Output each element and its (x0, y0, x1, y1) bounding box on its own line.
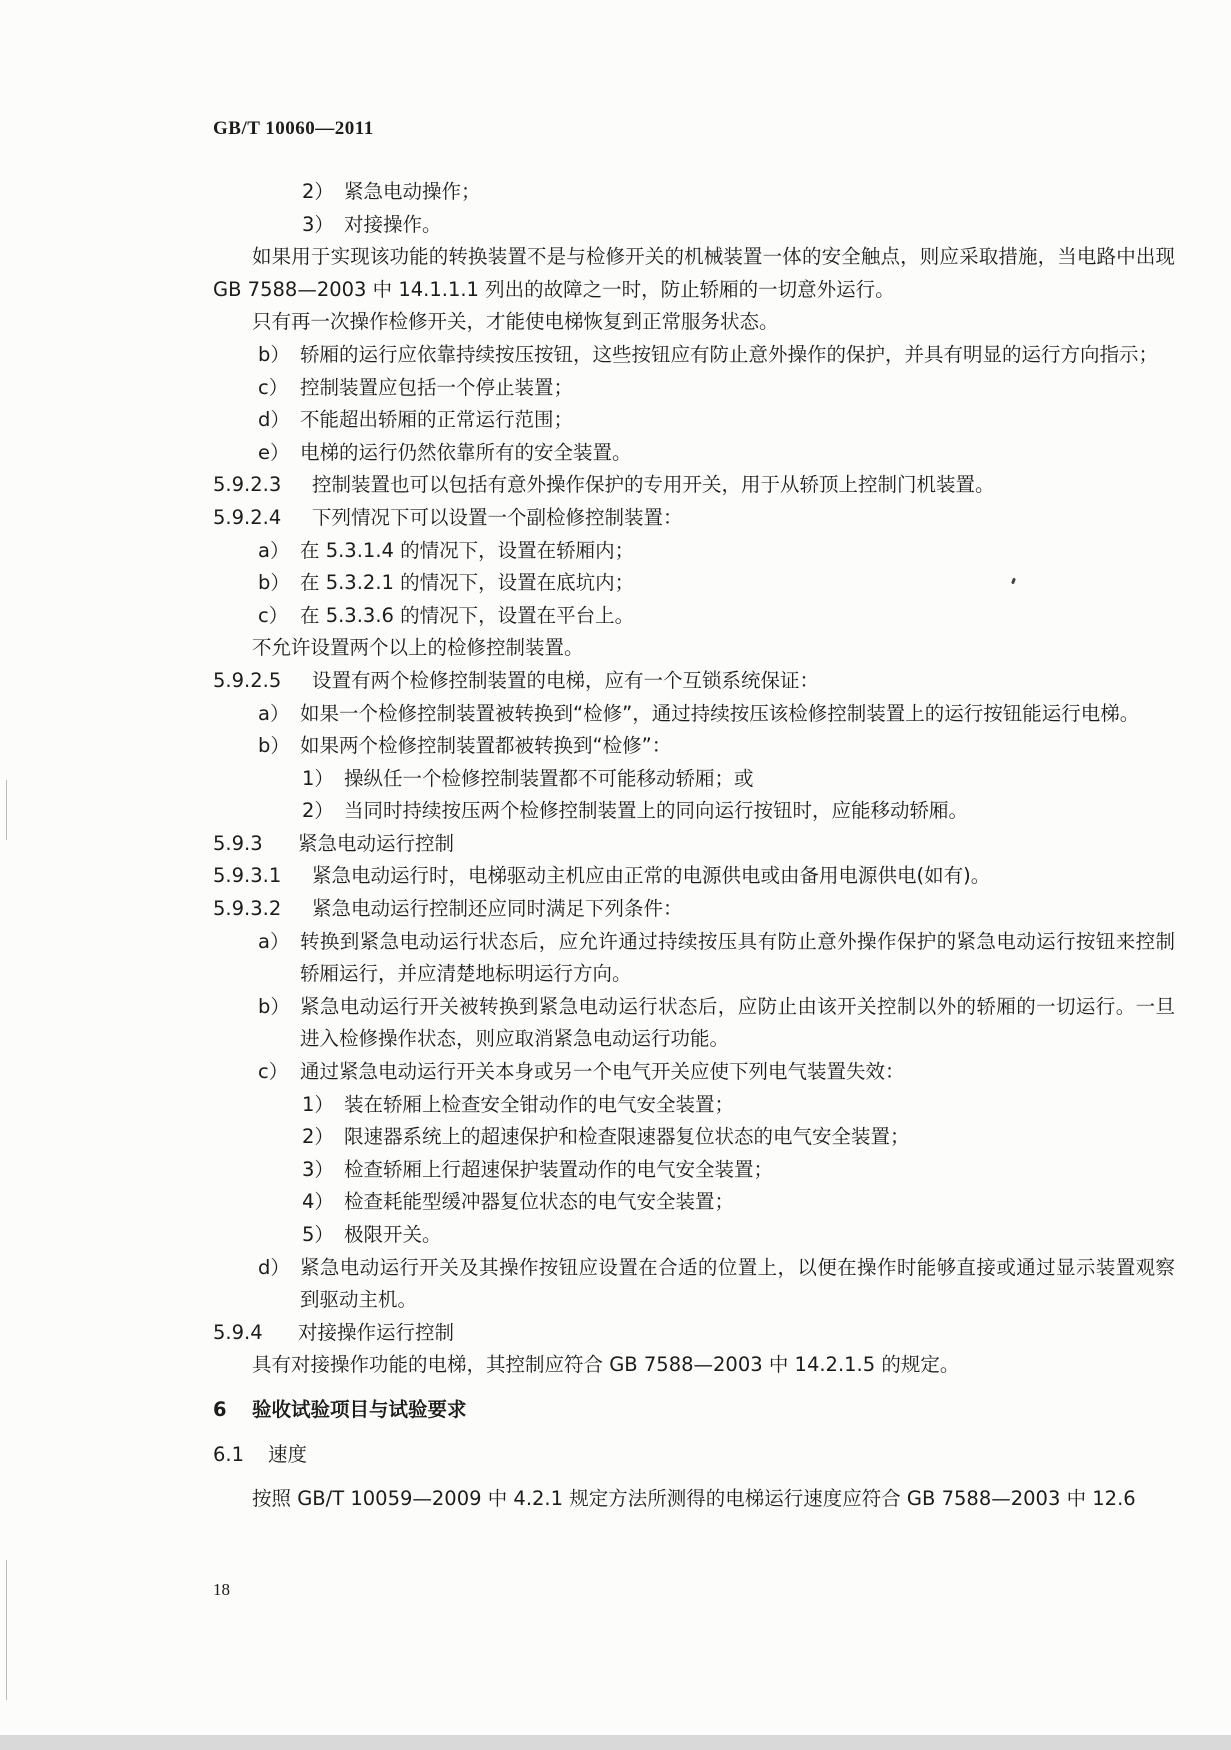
list-item (213, 372, 1175, 405)
item-text: 极限开关。 (344, 1223, 442, 1246)
item-text: 紧急电动运行时，电梯驱动主机应由正常的电源供电或由备用电源供电(如有)。 (312, 864, 991, 888)
item-number: a） (258, 538, 290, 562)
paragraph: 具有对接操作功能的电梯，其控制应符合 GB 7588—2003 中 14.2.1.5 的规定。 (252, 1353, 960, 1377)
list-item (213, 926, 1175, 991)
item-text: 限速器系统上的超速保护和检查限速器复位状态的电气安全装置； (344, 1125, 910, 1149)
item-number: d） (258, 1255, 290, 1279)
chapter-heading (213, 1394, 1175, 1427)
item-text: 紧急电动运行开关被转换到紧急电动运行状态后，应防止由该开关控制以外的轿厢的一切运行。一旦进入检修操作状态，则应取消紧急电动运行功能。 (300, 994, 1175, 1051)
item-number: b） (258, 994, 290, 1018)
list-item (213, 730, 1175, 763)
item-number: 5.9.4 (213, 1320, 263, 1344)
list-item (213, 437, 1175, 470)
item-number: 5.9.3.2 (213, 897, 282, 921)
item-text: 操纵任一个检修控制装置都不可能移动轿厢；或 (344, 766, 754, 790)
clause (213, 893, 1175, 926)
clause (213, 860, 1175, 893)
item-text: 通过紧急电动运行开关本身或另一个电气开关应使下列电气装置失效： (300, 1060, 905, 1084)
item-number: 6 (213, 1397, 227, 1421)
list-item (213, 1252, 1175, 1317)
item-number: c） (258, 603, 289, 627)
item-number: a） (258, 929, 290, 953)
sub-list-item (213, 763, 1175, 796)
list-item (213, 600, 1175, 633)
subsection-heading (213, 828, 1175, 861)
sub-list-item (213, 795, 1175, 828)
item-number: b） (258, 571, 290, 595)
sub-list-item (213, 1186, 1175, 1219)
list-item (213, 567, 1175, 600)
item-number: b） (258, 734, 290, 758)
item-text: 检查轿厢上行超速保护装置动作的电气安全装置； (344, 1157, 774, 1181)
sub-list-item (213, 1121, 1175, 1154)
list-item (213, 1056, 1175, 1089)
item-text: 检查耗能型缓冲器复位状态的电气安全装置； (344, 1190, 735, 1214)
sub-list-item (213, 209, 1175, 242)
item-text: 紧急电动运行开关及其操作按钮应设置在合适的位置上，以便在操作时能够直接或通过显示装置观察到驱动主机。 (300, 1255, 1175, 1312)
sub-list-item (213, 1219, 1175, 1252)
subsection-heading (213, 1317, 1175, 1350)
item-text: 控制装置也可以包括有意外操作保护的专用开关，用于从轿顶上控制门机装置。 (312, 473, 995, 497)
sub-list-item (213, 176, 1175, 209)
item-number: 5.9.3 (213, 831, 263, 855)
document-number-header: GB/T 10060—2011 (213, 118, 374, 139)
item-text: 下列情况下可以设置一个副检修控制装置： (312, 505, 683, 529)
item-text: 当同时持续按压两个检修控制装置上的同向运行按钮时，应能移动轿厢。 (344, 799, 969, 823)
item-number: 6.1 (213, 1442, 245, 1466)
clause (213, 469, 1175, 502)
item-number: 1） (302, 766, 334, 790)
item-text: 速度 (268, 1442, 308, 1466)
clause (213, 665, 1175, 698)
item-text: 设置有两个检修控制装置的电梯，应有一个互锁系统保证： (312, 668, 820, 692)
clause (213, 502, 1175, 535)
document-body (213, 176, 1175, 1516)
item-text: 控制装置应包括一个停止装置； (300, 375, 574, 399)
item-text: 转换到紧急电动运行状态后，应允许通过持续按压具有防止意外操作保护的紧急电动运行按钮来控制轿厢运行，并应清楚地标明运行方向。 (300, 929, 1175, 986)
item-text: 电梯的运行仍然依靠所有的安全装置。 (300, 440, 632, 464)
paragraph: 不允许设置两个以上的检修控制装置。 (252, 636, 584, 660)
paragraph: 只有再一次操作检修开关，才能使电梯恢复到正常服务状态。 (252, 310, 779, 334)
item-number: 3） (302, 1157, 334, 1181)
item-number: 4） (302, 1190, 334, 1214)
item-number: 2） (302, 180, 334, 203)
item-number: 5.9.2.5 (213, 668, 282, 692)
item-number: e） (258, 440, 290, 464)
item-number: d） (258, 408, 290, 432)
item-text: 在 5.3.2.1 的情况下，设置在底坑内； (300, 571, 635, 595)
item-text: 轿厢的运行应依靠持续按压按钮，这些按钮应有防止意外操作的保护，并具有明显的运行方向指示； (300, 342, 1159, 366)
item-number: 2） (302, 1125, 334, 1149)
item-text: 在 5.3.3.6 的情况下，设置在平台上。 (300, 603, 635, 627)
list-item (213, 339, 1175, 372)
item-text: 如果一个检修控制装置被转换到“检修”，通过持续按压该检修控制装置上的运行按钮能运行电梯。 (300, 701, 1140, 725)
paragraph: 按照 GB/T 10059—2009 中 4.2.1 规定方法所测得的电梯运行速度应符合 GB 7588—2003 中 12.6 (252, 1487, 1136, 1511)
item-number: 5.9.3.1 (213, 864, 282, 888)
list-item (213, 991, 1175, 1056)
item-number: 5.9.2.4 (213, 505, 282, 529)
page-number: 18 (213, 1580, 230, 1599)
item-text: 验收试验项目与试验要求 (252, 1397, 467, 1421)
item-number: c） (258, 375, 289, 399)
item-number: 5） (302, 1223, 334, 1246)
list-item (213, 404, 1175, 437)
scan-bottom-edge (0, 1735, 1231, 1750)
item-number: c） (258, 1060, 289, 1084)
item-text: 如果两个检修控制装置都被转换到“检修”： (300, 734, 672, 758)
item-text: 不能超出轿厢的正常运行范围； (300, 408, 574, 432)
scan-edge-mark (6, 1560, 7, 1700)
list-item (213, 698, 1175, 731)
sub-list-item (213, 1154, 1175, 1187)
item-number: b） (258, 342, 290, 366)
section-heading (213, 1439, 1175, 1472)
list-item (213, 535, 1175, 568)
paragraph: 如果用于实现该功能的转换装置不是与检修开关的机械装置一体的安全触点，则应采取措施，当电路中出现 GB 7588—2003 中 14.1.1.1 列出的故障之一时，防止轿厢的一切意外运行。 (213, 245, 1175, 301)
item-number: 3） (302, 212, 334, 236)
scan-edge-mark (6, 780, 7, 840)
item-text: 紧急电动操作； (344, 180, 481, 203)
item-text: 在 5.3.1.4 的情况下，设置在轿厢内； (300, 538, 635, 562)
item-number: 2） (302, 799, 334, 823)
item-text: 紧急电动运行控制还应同时满足下列条件： (312, 897, 683, 921)
item-text: 对接操作。 (344, 212, 442, 236)
item-number: a） (258, 701, 290, 725)
item-number: 1） (302, 1092, 334, 1116)
item-text: 装在轿厢上检查安全钳动作的电气安全装置； (344, 1092, 735, 1116)
item-text: 对接操作运行控制 (298, 1320, 455, 1344)
sub-list-item (213, 1089, 1175, 1122)
item-text: 紧急电动运行控制 (298, 831, 455, 855)
item-number: 5.9.2.3 (213, 473, 282, 497)
